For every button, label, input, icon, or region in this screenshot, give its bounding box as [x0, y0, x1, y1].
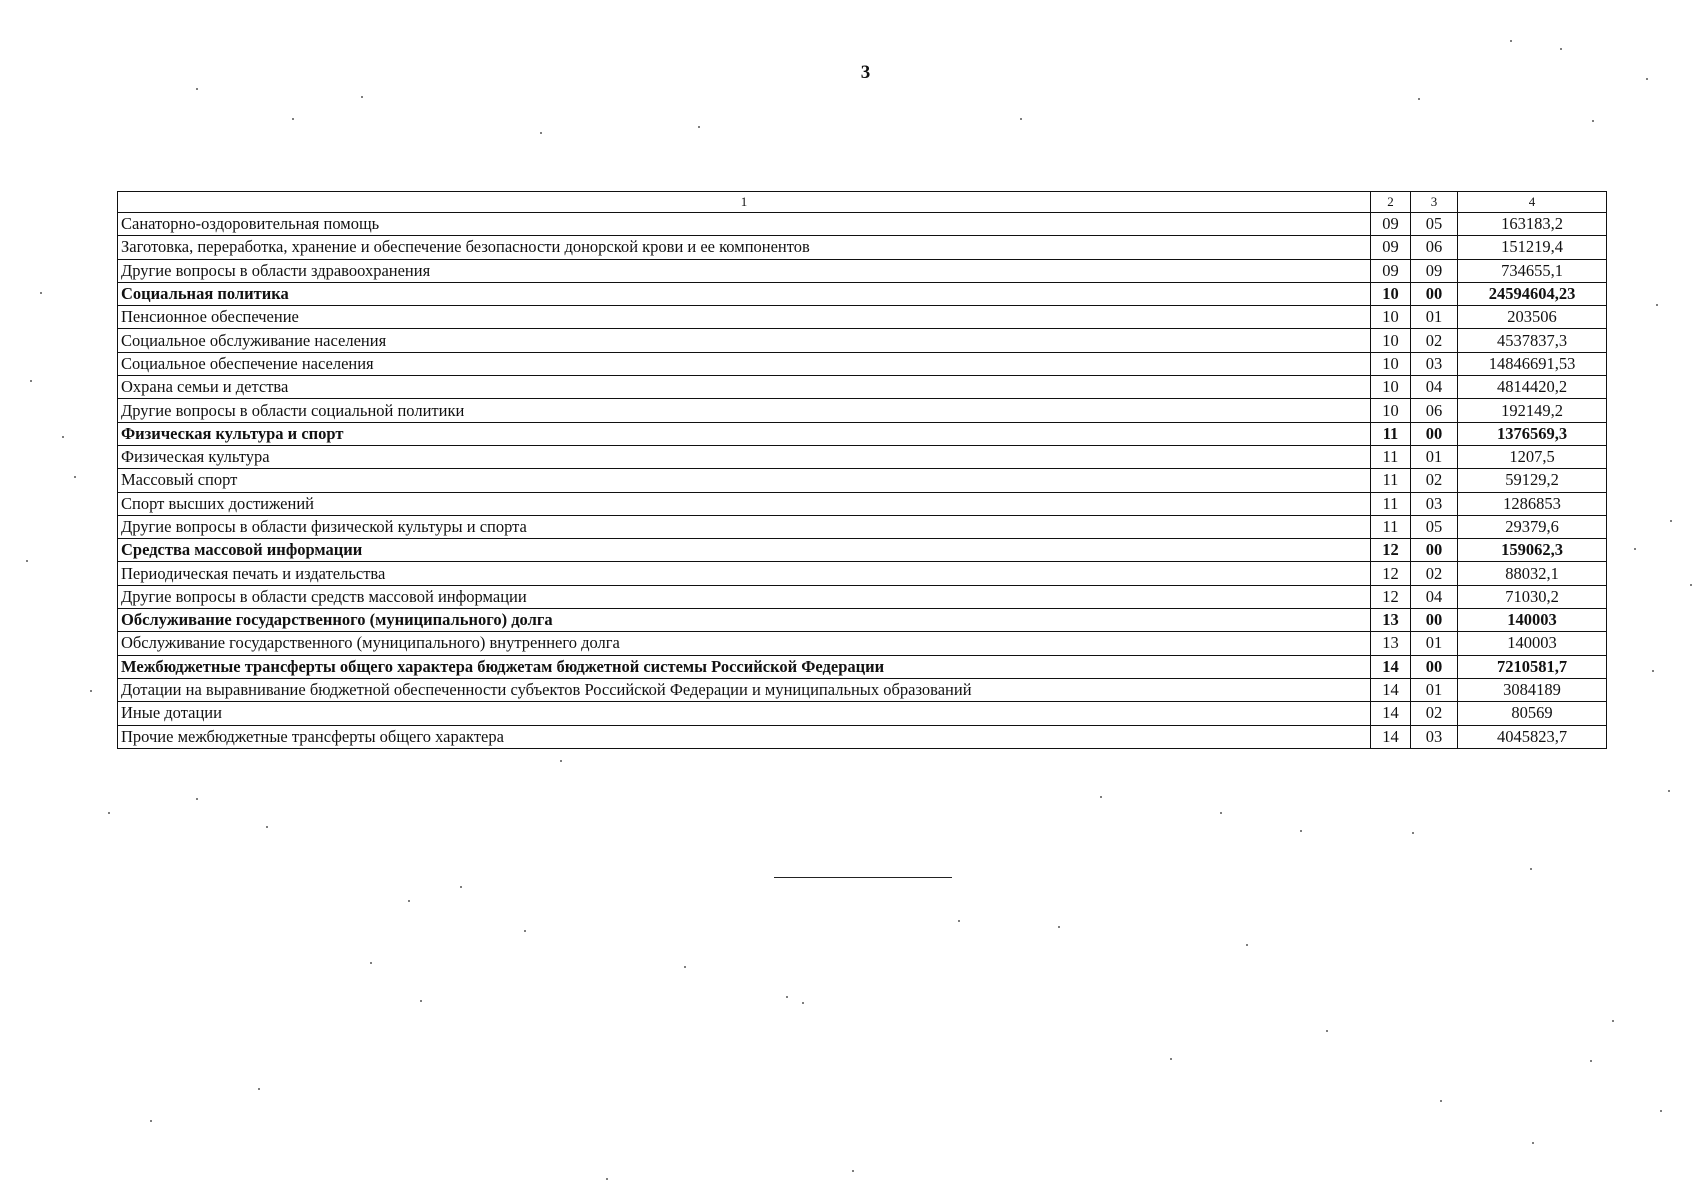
row-amount: 1286853	[1458, 492, 1607, 515]
row-name: Другие вопросы в области здравоохранения	[118, 259, 1371, 282]
scan-speck	[361, 96, 363, 98]
row-section-code: 13	[1371, 609, 1411, 632]
scan-speck	[1246, 944, 1248, 946]
row-subsection-code: 02	[1411, 702, 1458, 725]
row-name: Средства массовой информации	[118, 539, 1371, 562]
table-row	[118, 725, 1607, 748]
row-amount: 14846691,53	[1458, 352, 1607, 375]
row-amount: 1376569,3	[1458, 422, 1607, 445]
scan-speck	[258, 1088, 260, 1090]
scan-speck	[1220, 812, 1222, 814]
scan-speck	[196, 798, 198, 800]
scan-speck	[1326, 1030, 1328, 1032]
scan-speck	[292, 118, 294, 120]
row-name: Физическая культура и спорт	[118, 422, 1371, 445]
scan-speck	[1412, 832, 1414, 834]
table-row	[118, 282, 1607, 305]
table-row	[118, 492, 1607, 515]
scan-speck	[540, 132, 542, 134]
row-subsection-code: 00	[1411, 609, 1458, 632]
row-name: Другие вопросы в области физической культуры и спорта	[118, 515, 1371, 538]
scan-speck	[30, 380, 32, 382]
row-name: Обслуживание государственного (муниципального) долга	[118, 609, 1371, 632]
scan-speck	[74, 476, 76, 478]
row-amount: 59129,2	[1458, 469, 1607, 492]
row-section-code: 09	[1371, 213, 1411, 236]
table-row	[118, 445, 1607, 468]
scan-speck	[108, 812, 110, 814]
table-row	[118, 352, 1607, 375]
row-amount: 29379,6	[1458, 515, 1607, 538]
row-section-code: 09	[1371, 259, 1411, 282]
row-section-code: 10	[1371, 399, 1411, 422]
row-amount: 734655,1	[1458, 259, 1607, 282]
row-amount: 4537837,3	[1458, 329, 1607, 352]
scan-speck	[1440, 1100, 1442, 1102]
page-number: 3	[860, 62, 871, 83]
row-amount: 4045823,7	[1458, 725, 1607, 748]
row-name: Санаторно-оздоровительная помощь	[118, 213, 1371, 236]
row-name: Массовый спорт	[118, 469, 1371, 492]
row-name: Социальное обслуживание населения	[118, 329, 1371, 352]
row-amount: 7210581,7	[1458, 655, 1607, 678]
table-row	[118, 655, 1607, 678]
row-section-code: 10	[1371, 306, 1411, 329]
table-row	[118, 306, 1607, 329]
table-row	[118, 469, 1607, 492]
row-section-code: 14	[1371, 702, 1411, 725]
row-name: Дотации на выравнивание бюджетной обеспеченности субъектов Российской Федерации и муниципальных образований	[118, 678, 1371, 701]
row-section-code: 10	[1371, 329, 1411, 352]
row-subsection-code: 00	[1411, 282, 1458, 305]
table-row	[118, 515, 1607, 538]
row-subsection-code: 05	[1411, 213, 1458, 236]
row-subsection-code: 03	[1411, 492, 1458, 515]
row-section-code: 10	[1371, 376, 1411, 399]
row-name: Иные дотации	[118, 702, 1371, 725]
row-name: Другие вопросы в области социальной политики	[118, 399, 1371, 422]
scan-speck	[460, 886, 462, 888]
scan-speck	[1532, 1142, 1534, 1144]
row-section-code: 14	[1371, 678, 1411, 701]
row-amount: 151219,4	[1458, 236, 1607, 259]
table-row	[118, 236, 1607, 259]
scan-speck	[1510, 40, 1512, 42]
scan-speck	[1530, 868, 1532, 870]
row-amount: 140003	[1458, 632, 1607, 655]
scan-speck	[852, 1170, 854, 1172]
table-row	[118, 539, 1607, 562]
row-section-code: 10	[1371, 282, 1411, 305]
scan-speck	[1418, 98, 1420, 100]
scan-speck	[1690, 584, 1692, 586]
scan-speck	[1560, 48, 1562, 50]
row-section-code: 13	[1371, 632, 1411, 655]
row-name: Спорт высших достижений	[118, 492, 1371, 515]
row-subsection-code: 01	[1411, 445, 1458, 468]
scan-speck	[1590, 1060, 1592, 1062]
row-amount: 80569	[1458, 702, 1607, 725]
scan-speck	[786, 996, 788, 998]
table-row	[118, 399, 1607, 422]
row-name: Пенсионное обеспечение	[118, 306, 1371, 329]
row-name: Другие вопросы в области средств массовой информации	[118, 585, 1371, 608]
scan-speck	[1670, 520, 1672, 522]
scan-speck	[1170, 1058, 1172, 1060]
table-row	[118, 609, 1607, 632]
scan-speck	[1058, 926, 1060, 928]
row-amount: 192149,2	[1458, 399, 1607, 422]
table-header-row	[118, 192, 1607, 213]
row-subsection-code: 04	[1411, 376, 1458, 399]
table-row	[118, 329, 1607, 352]
row-section-code: 11	[1371, 492, 1411, 515]
scan-speck	[408, 900, 410, 902]
row-name: Обслуживание государственного (муниципального) внутреннего долга	[118, 632, 1371, 655]
row-section-code: 14	[1371, 725, 1411, 748]
table-row	[118, 422, 1607, 445]
table-row	[118, 702, 1607, 725]
row-section-code: 12	[1371, 562, 1411, 585]
row-section-code: 10	[1371, 352, 1411, 375]
scan-speck	[1668, 790, 1670, 792]
row-subsection-code: 02	[1411, 469, 1458, 492]
row-subsection-code: 00	[1411, 422, 1458, 445]
scan-speck	[560, 760, 562, 762]
scan-speck	[958, 920, 960, 922]
scan-speck	[1656, 304, 1658, 306]
row-subsection-code: 01	[1411, 678, 1458, 701]
footer-rule	[774, 877, 952, 878]
row-amount: 71030,2	[1458, 585, 1607, 608]
row-section-code: 12	[1371, 539, 1411, 562]
row-section-code: 11	[1371, 515, 1411, 538]
row-subsection-code: 02	[1411, 562, 1458, 585]
row-name: Социальное обеспечение населения	[118, 352, 1371, 375]
scan-speck	[40, 292, 42, 294]
scan-speck	[420, 1000, 422, 1002]
row-subsection-code: 00	[1411, 655, 1458, 678]
scan-speck	[196, 88, 198, 90]
row-section-code: 11	[1371, 445, 1411, 468]
scan-speck	[524, 930, 526, 932]
row-subsection-code: 06	[1411, 399, 1458, 422]
table-row	[118, 632, 1607, 655]
column-header-subsection: 3	[1411, 192, 1458, 213]
row-subsection-code: 00	[1411, 539, 1458, 562]
row-amount: 3084189	[1458, 678, 1607, 701]
row-amount: 88032,1	[1458, 562, 1607, 585]
table-row	[118, 678, 1607, 701]
table-row	[118, 376, 1607, 399]
row-subsection-code: 03	[1411, 725, 1458, 748]
scan-speck	[1660, 1110, 1662, 1112]
row-name: Физическая культура	[118, 445, 1371, 468]
row-amount: 1207,5	[1458, 445, 1607, 468]
row-amount: 24594604,23	[1458, 282, 1607, 305]
scan-speck	[1592, 120, 1594, 122]
scan-speck	[62, 436, 64, 438]
row-amount: 163183,2	[1458, 213, 1607, 236]
row-section-code: 09	[1371, 236, 1411, 259]
column-header-amount: 4	[1458, 192, 1607, 213]
row-subsection-code: 09	[1411, 259, 1458, 282]
column-header-section: 2	[1371, 192, 1411, 213]
scan-speck	[150, 1120, 152, 1122]
scan-speck	[802, 1002, 804, 1004]
row-name: Социальная политика	[118, 282, 1371, 305]
row-subsection-code: 02	[1411, 329, 1458, 352]
row-amount: 4814420,2	[1458, 376, 1607, 399]
table-row	[118, 259, 1607, 282]
scan-speck	[698, 126, 700, 128]
row-subsection-code: 04	[1411, 585, 1458, 608]
scan-speck	[1612, 1020, 1614, 1022]
table-row	[118, 585, 1607, 608]
row-subsection-code: 03	[1411, 352, 1458, 375]
row-section-code: 11	[1371, 422, 1411, 445]
scan-speck	[90, 690, 92, 692]
scan-speck	[1652, 670, 1654, 672]
row-amount: 140003	[1458, 609, 1607, 632]
scan-speck	[1100, 796, 1102, 798]
row-section-code: 14	[1371, 655, 1411, 678]
scan-speck	[370, 962, 372, 964]
table-body	[118, 213, 1607, 749]
row-amount: 203506	[1458, 306, 1607, 329]
scan-speck	[1020, 118, 1022, 120]
row-name: Охрана семьи и детства	[118, 376, 1371, 399]
scan-speck	[1300, 830, 1302, 832]
row-subsection-code: 01	[1411, 306, 1458, 329]
budget-table	[117, 191, 1607, 749]
table-row	[118, 213, 1607, 236]
row-section-code: 12	[1371, 585, 1411, 608]
scan-speck	[684, 966, 686, 968]
row-subsection-code: 06	[1411, 236, 1458, 259]
scan-speck	[1646, 78, 1648, 80]
row-name: Заготовка, переработка, хранение и обеспечение безопасности донорской крови и ее компонентов	[118, 236, 1371, 259]
scan-speck	[606, 1178, 608, 1180]
row-name: Периодическая печать и издательства	[118, 562, 1371, 585]
scan-speck	[1634, 548, 1636, 550]
scan-speck	[266, 826, 268, 828]
row-subsection-code: 01	[1411, 632, 1458, 655]
table-row	[118, 562, 1607, 585]
row-subsection-code: 05	[1411, 515, 1458, 538]
row-amount: 159062,3	[1458, 539, 1607, 562]
scan-speck	[26, 560, 28, 562]
row-section-code: 11	[1371, 469, 1411, 492]
row-name: Прочие межбюджетные трансферты общего характера	[118, 725, 1371, 748]
row-name: Межбюджетные трансферты общего характера бюджетам бюджетной системы Российской Федерации	[118, 655, 1371, 678]
column-header-name: 1	[118, 192, 1371, 213]
